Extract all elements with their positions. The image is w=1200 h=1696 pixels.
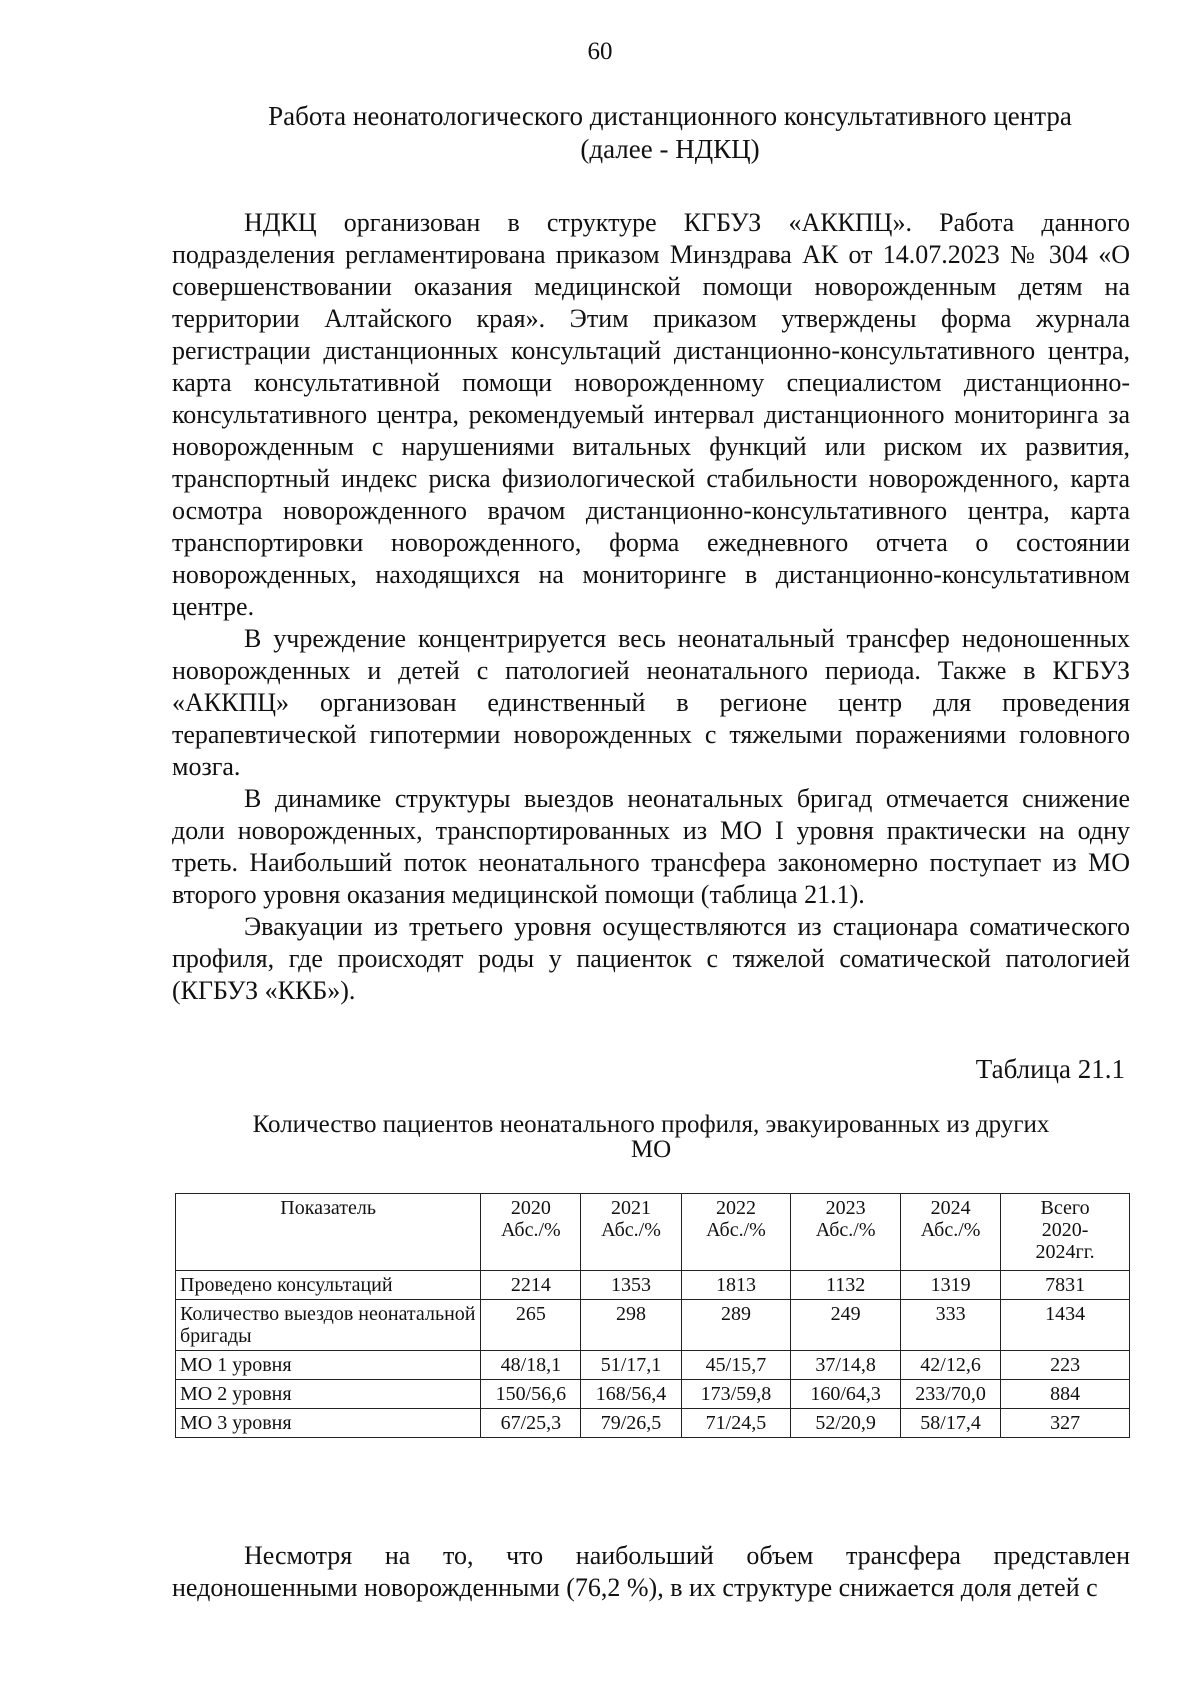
header-total-line-1: Всего — [1040, 1197, 1090, 1219]
header-total — [1001, 1194, 1130, 1271]
table-cell: 52/20,9 — [791, 1409, 901, 1438]
table-cell: 7831 — [1001, 1271, 1130, 1300]
table-cell: 265 — [481, 1300, 581, 1351]
table-cell: 289 — [681, 1300, 791, 1351]
header-year-2022 — [681, 1194, 791, 1271]
header-year: 2020 — [510, 1197, 551, 1219]
table-title — [172, 1112, 1130, 1162]
table-cell: 1434 — [1001, 1300, 1130, 1351]
table-cell: 150/56,6 — [481, 1380, 581, 1409]
header-year: 2022 — [715, 1197, 756, 1219]
table-header-row — [176, 1194, 1130, 1271]
table-cell: 223 — [1001, 1351, 1130, 1380]
header-year: 2023 — [825, 1197, 866, 1219]
paragraph: В учреждение концентрируется весь неонатальный трансфер недоношенных новорожденных и детей с патологией неонатального периода. Также в КГБУЗ «АККПЦ» организован единственный в регионе центр для проведения терапевтической гипотермии новорожденных с тяжелыми поражениями головного мозга. — [172, 624, 1130, 781]
table-cell: 1353 — [581, 1271, 681, 1300]
table-cell: 168/56,4 — [581, 1380, 681, 1409]
paragraph: В динамике структуры выездов неонатальных бригад отмечается снижение доли новорожденных, транспортированных из МО I уровня практически на одну треть. Наибольший поток неонатального трансфера закономерно поступает из МО второго уровня оказания медицинской помощи (таблица 21.1). — [172, 784, 1130, 909]
table-cell: 45/15,7 — [681, 1351, 791, 1380]
row-label: Количество выездов неонатальной бригады — [176, 1300, 481, 1351]
table-title-line-1: Количество пациентов неонатального профиля, эвакуированных из других — [252, 1111, 1050, 1138]
paragraph: НДКЦ организован в структуре КГБУЗ «АККПЦ». Работа данного подразделения регламентирована приказом Минздрава АК от 14.07.2023 № 304 «О совершенствовании оказания медицинской помощи новорожденным детям на территории Алтайского края». Этим приказом утверждены форма журнала регистрации дистанционных консультаций дистанционно-консультативного центра, карта консультативной помощи новорожденному специалистом дистанционно-консультативного центра, рекомендуемый интервал дистанционного мониторинга за новорожденным с нарушениями витальных функций или риском их развития, транспортный индекс риска физиологической стабильности новорожденного, карта осмотра новорожденного врачом дистанционно-консультативного центра, карта транспортировки новорожденного, форма ежедневного отчета о состоянии новорожденных, находящихся на мониторинге в дистанционно-консультативном центре. — [172, 208, 1130, 621]
table-cell: 79/26,5 — [581, 1409, 681, 1438]
table-cell: 2214 — [481, 1271, 581, 1300]
table-cell: 37/14,8 — [791, 1351, 901, 1380]
header-unit: Абс./% — [501, 1219, 561, 1241]
header-year-2020 — [481, 1194, 581, 1271]
table-cell: 42/12,6 — [901, 1351, 1001, 1380]
paragraph: Несмотря на то, что наибольший объем трансфера представлен недоношенными новорожденными (76,2 %), в их структуре снижается доля детей с — [172, 1541, 1130, 1602]
table-label: Таблица 21.1 — [975, 1054, 1125, 1084]
table-row — [176, 1300, 1130, 1351]
header-indicator: Показатель — [176, 1194, 481, 1271]
table-title-line-2: МО — [630, 1136, 672, 1163]
section-heading-line-2: (далее - НДКЦ) — [580, 134, 760, 164]
header-year-2024 — [901, 1194, 1001, 1271]
data-table — [175, 1193, 1130, 1438]
table-cell: 1813 — [681, 1271, 791, 1300]
section-heading — [220, 100, 1120, 166]
table-cell: 1132 — [791, 1271, 901, 1300]
header-unit: Абс./% — [815, 1219, 876, 1241]
header-unit: Абс./% — [706, 1219, 766, 1241]
table-row — [176, 1380, 1130, 1409]
table-cell: 1319 — [901, 1271, 1001, 1300]
header-total-line-2: 2020- — [1041, 1219, 1089, 1241]
body-text — [172, 207, 1130, 1007]
header-year-2023 — [791, 1194, 901, 1271]
table-cell: 298 — [581, 1300, 681, 1351]
header-total-line-3: 2024гг. — [1035, 1241, 1095, 1263]
row-label: МО 2 уровня — [176, 1380, 481, 1409]
table-cell: 58/17,4 — [901, 1409, 1001, 1438]
table-cell: 333 — [901, 1300, 1001, 1351]
row-label: Проведено консультаций — [176, 1271, 481, 1300]
table-cell: 173/59,8 — [681, 1380, 791, 1409]
table-row — [176, 1351, 1130, 1380]
table-cell: 249 — [791, 1300, 901, 1351]
table-cell: 48/18,1 — [481, 1351, 581, 1380]
table-cell: 233/70,0 — [901, 1380, 1001, 1409]
header-year-2021 — [581, 1194, 681, 1271]
table-cell: 67/25,3 — [481, 1409, 581, 1438]
section-heading-line-1: Работа неонатологического дистанционного консультативного центра — [268, 101, 1072, 131]
table-cell: 51/17,1 — [581, 1351, 681, 1380]
closing-text — [172, 1540, 1130, 1604]
header-year: 2021 — [611, 1197, 652, 1219]
header-unit: Абс./% — [920, 1219, 981, 1241]
table-cell: 160/64,3 — [791, 1380, 901, 1409]
header-year: 2024 — [930, 1197, 971, 1219]
table-row — [176, 1409, 1130, 1438]
table-cell: 71/24,5 — [681, 1409, 791, 1438]
row-label: МО 3 уровня — [176, 1409, 481, 1438]
page-number: 60 — [587, 38, 613, 65]
table-cell: 327 — [1001, 1409, 1130, 1438]
table-row — [176, 1271, 1130, 1300]
row-label: МО 1 уровня — [176, 1351, 481, 1380]
table-cell: 884 — [1001, 1380, 1130, 1409]
header-unit: Абс./% — [601, 1219, 661, 1241]
paragraph: Эвакуации из третьего уровня осуществляются из стационара соматического профиля, где происходят роды у пациенток с тяжелой соматической патологией (КГБУЗ «ККБ»). — [172, 912, 1130, 1005]
